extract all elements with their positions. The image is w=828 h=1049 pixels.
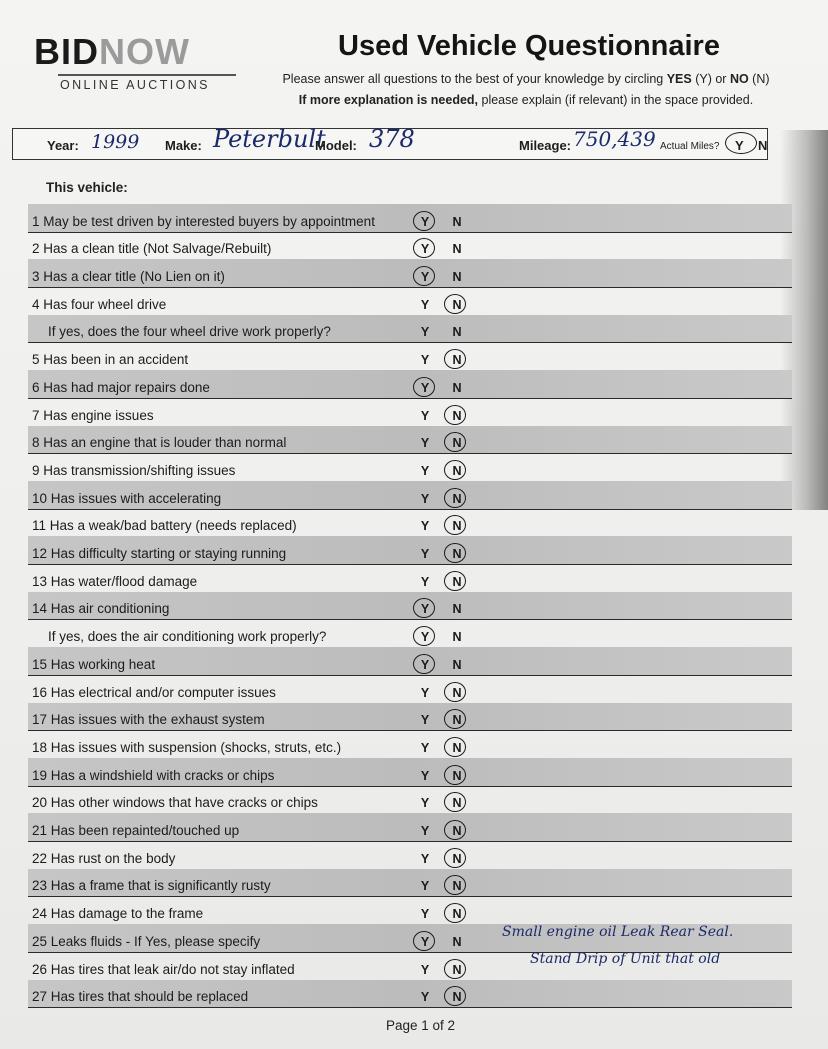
answer-yes[interactable]: Y [420,297,430,312]
instructions-line-2 [246,93,806,107]
answer-yes[interactable]: Y [420,353,430,368]
circled-no-mark [444,765,466,785]
question-row [28,259,792,288]
circled-no-mark [444,682,466,702]
question-text: 10 Has issues with accelerating [32,490,222,506]
question-row [28,869,792,898]
answer-no[interactable]: N [452,325,462,340]
question-text: 2 Has a clean title (Not Salvage/Rebuilt) [32,241,272,257]
logo-bid: BID [34,31,99,72]
actual-miles-no[interactable]: N [758,138,768,153]
answer-no[interactable]: N [452,990,462,1005]
question-text: If yes, does the air conditioning work properly? [48,629,327,645]
circled-no-mark [444,460,466,480]
answer-no[interactable]: N [452,380,462,395]
circled-no-mark [444,848,466,868]
answer-yes[interactable]: Y [420,491,430,506]
question-text: 26 Has tires that leak air/do not stay inflated [32,961,295,977]
question-text: 20 Has other windows that have cracks or chips [32,795,318,811]
answer-no[interactable]: N [452,879,462,894]
answer-no[interactable]: N [452,962,462,977]
instructions-no: NO [729,72,749,86]
circled-yes-mark [413,266,435,286]
circled-no-mark [444,571,466,591]
question-text: 24 Has damage to the frame [32,906,204,922]
question-row [28,675,792,704]
circled-no-mark [444,737,466,757]
circled-no-mark [444,405,466,425]
answer-yes[interactable]: Y [420,990,430,1005]
answer-yes[interactable]: Y [420,408,430,423]
instructions-text: please explain (if relevant) in the space provided. [478,93,754,107]
circled-no-mark [444,294,466,314]
answer-no[interactable]: N [452,851,462,866]
question-row [28,536,792,565]
year-label: Year: [47,138,79,153]
question-row [28,343,792,372]
question-row [28,980,792,1009]
answer-no[interactable]: N [452,630,462,645]
question-row [28,620,792,649]
question-row [28,730,792,759]
fluid-leak-note-2: Stand Drip of Unit that old [530,951,721,967]
question-row [28,315,792,344]
logo-now: NOW [99,31,190,72]
question-row [28,481,792,510]
answer-yes[interactable]: Y [420,907,430,922]
instructions-text: (N) [748,72,770,86]
answer-yes[interactable]: Y [420,325,430,340]
answer-yes[interactable]: Y [420,713,430,728]
answer-yes[interactable]: Y [420,879,430,894]
answer-yes[interactable]: Y [420,657,430,672]
answer-no[interactable]: N [452,768,462,783]
question-text: 1 May be test driven by interested buyers by appointment [32,213,375,229]
model-field[interactable]: 378 [369,125,415,153]
question-text: 25 Leaks fluids - If Yes, please specify [32,933,261,949]
question-text: 5 Has been in an accident [32,352,189,368]
answer-no[interactable]: N [452,297,462,312]
answer-yes[interactable]: Y [420,685,430,700]
question-row [28,758,792,787]
instructions-bold: If more explanation is needed, [298,93,479,107]
answer-yes[interactable]: Y [420,934,430,949]
actual-miles-label: Actual Miles? [660,141,720,152]
answer-no[interactable]: N [452,574,462,589]
answer-yes[interactable]: Y [420,630,430,645]
question-row [28,786,792,815]
question-row [28,370,792,399]
actual-miles-yes[interactable]: Y [735,138,744,153]
question-row [28,897,792,926]
question-text: 14 Has air conditioning [32,601,170,617]
answer-no[interactable]: N [452,740,462,755]
question-row [28,398,792,427]
page-title: Used Vehicle Questionnaire [338,30,720,62]
answer-no[interactable]: N [452,602,462,617]
mileage-label: Mileage: [519,138,572,153]
circled-no-mark [444,959,466,979]
question-text: 12 Has difficulty starting or staying running [32,546,287,562]
answer-yes[interactable]: Y [420,768,430,783]
answer-yes[interactable]: Y [420,962,430,977]
model-label: Model: [315,138,357,153]
answer-no[interactable]: N [452,270,462,285]
question-text: 9 Has transmission/shifting issues [32,462,236,478]
question-row [28,287,792,316]
answer-no[interactable]: N [452,657,462,672]
instructions-yes: YES [666,72,692,86]
answer-yes[interactable]: Y [420,602,430,617]
logo-wordmark [34,32,244,72]
logo-divider [58,74,236,76]
answer-yes[interactable]: Y [420,574,430,589]
answer-yes[interactable]: Y [420,380,430,395]
instructions-text: Please answer all questions to the best of your knowledge by circling [282,72,667,86]
question-row [28,703,792,732]
answer-yes[interactable]: Y [420,547,430,562]
make-field[interactable]: Peterbult [213,125,326,153]
circled-no-mark [444,820,466,840]
question-text: 11 Has a weak/bad battery (needs replaced) [32,518,297,534]
question-row [28,509,792,538]
question-row [28,564,792,593]
question-text: 19 Has a windshield with cracks or chips [32,767,275,783]
question-row [28,204,792,233]
question-row [28,232,792,261]
question-row [28,453,792,482]
answer-no[interactable]: N [452,436,462,451]
answer-yes[interactable]: Y [420,824,430,839]
section-label: This vehicle: [46,180,128,195]
circled-yes-mark [413,931,435,951]
answer-no[interactable]: N [452,353,462,368]
question-text: 8 Has an engine that is louder than normal [32,435,287,451]
answer-no[interactable]: N [452,934,462,949]
instructions-line-1 [246,72,806,86]
make-label: Make: [165,138,202,153]
circled-no-mark [444,543,466,563]
answer-yes[interactable]: Y [420,851,430,866]
actual-miles-circle [725,132,757,154]
answer-no[interactable]: N [452,824,462,839]
answer-yes[interactable]: Y [420,796,430,811]
answer-no[interactable]: N [452,685,462,700]
question-row [28,647,792,676]
year-field[interactable]: 1999 [91,131,140,153]
answer-yes[interactable]: Y [420,519,430,534]
answer-yes[interactable]: Y [420,740,430,755]
answer-no[interactable]: N [452,408,462,423]
question-text: 3 Has a clear title (No Lien on it) [32,269,225,285]
logo-tagline: ONLINE AUCTIONS [60,78,210,92]
fluid-leak-note-1: Small engine oil Leak Rear Seal. [502,924,734,940]
question-text: 21 Has been repainted/touched up [32,823,240,839]
question-text: 23 Has a frame that is significantly rusty [32,878,271,894]
answer-no[interactable]: N [452,242,462,257]
bidnow-logo [34,32,244,92]
answer-no[interactable]: N [452,796,462,811]
answer-yes[interactable]: Y [420,242,430,257]
question-row [28,592,792,621]
answer-no[interactable]: N [452,713,462,728]
question-row [28,813,792,842]
question-row [28,426,792,455]
mileage-field[interactable]: 750,439 [573,127,656,151]
question-text: 22 Has rust on the body [32,850,176,866]
question-text: 18 Has issues with suspension (shocks, struts, etc.) [32,739,342,755]
question-text: 15 Has working heat [32,656,156,672]
answer-no[interactable]: N [452,491,462,506]
answer-no[interactable]: N [452,214,462,229]
answer-no[interactable]: N [452,547,462,562]
question-text: 27 Has tires that should be replaced [32,989,249,1005]
circled-yes-mark [413,654,435,674]
question-text: 16 Has electrical and/or computer issues [32,684,276,700]
vehicle-info-box [12,125,768,160]
question-text: 6 Has had major repairs done [32,379,210,395]
answer-no[interactable]: N [452,907,462,922]
answer-no[interactable]: N [452,463,462,478]
question-text: 13 Has water/flood damage [32,573,198,589]
answer-yes[interactable]: Y [420,463,430,478]
question-text: 17 Has issues with the exhaust system [32,712,265,728]
answer-yes[interactable]: Y [420,436,430,451]
answer-no[interactable]: N [452,519,462,534]
question-text: 7 Has engine issues [32,407,154,423]
question-row [28,841,792,870]
circled-yes-mark [413,211,435,231]
question-text: If yes, does the four wheel drive work properly? [48,324,331,340]
answer-yes[interactable]: Y [420,214,430,229]
page-number: Page 1 of 2 [386,1018,456,1033]
question-text: 4 Has four wheel drive [32,296,167,312]
instructions-text: (Y) or [691,72,730,86]
circled-yes-mark [413,377,435,397]
answer-yes[interactable]: Y [420,270,430,285]
circled-no-mark [444,488,466,508]
